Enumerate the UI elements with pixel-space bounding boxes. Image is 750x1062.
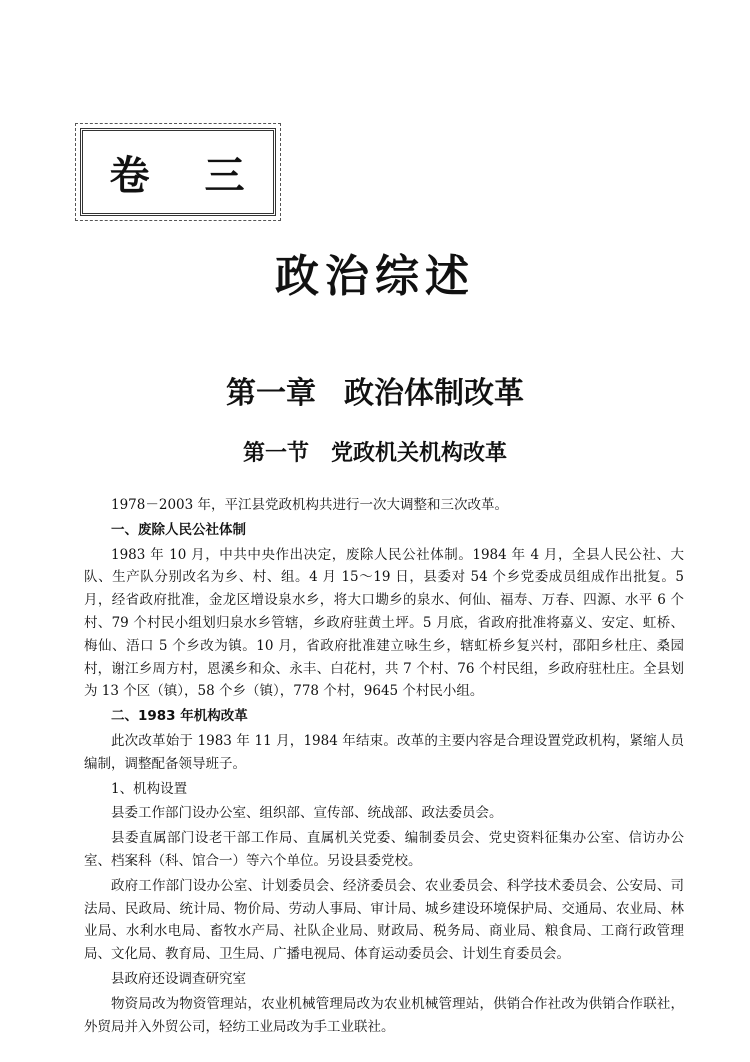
volume-label-char-2: 三 (204, 152, 247, 199)
paragraph: 物资局改为物资管理站，农业机械管理局改为农业机械管理站，供销合作社改为供销合作联社，外贸局并入外贸公司，轻纺工业局改为手工业联社。 (84, 995, 684, 1035)
subheading: 二、1983 年机构改革 (111, 708, 248, 725)
paragraph: 县政府还设调查研究室 (111, 970, 246, 987)
section-number: 第一节 (242, 441, 309, 466)
body-text (84, 494, 684, 1040)
paragraph: 1983 年 10 月，中共中央作出决定，废除人民公社体制。1984 年 4 月，全县人民公社、大队、生产队分别改名为乡、村、组。4 月 15～19 日，县委对 54 个乡党委成员组成作出批复。5 月，经省政府批准，金龙区增设泉水乡，将大口墈乡的泉水、何仙、福寿、万春、四源、水平 6 个村、79 个村民小组划归泉水乡管辖，乡政府驻黄土坪。5 月底，省政府批准将嘉义、安定、虹桥、梅仙、浯口 5 个乡改为镇。10 月，省政府批准建立咏生乡，辖虹桥乡复兴村，邵阳乡杜庄、桑园村，谢江乡周方村，恩溪乡和众、永丰、白花村，共 7 个村、76 个村民组，乡政府驻杜庄。全县划为 13 个区（镇），58 个乡（镇），778 个村，9645 个村民小组。 (84, 546, 684, 700)
section-heading (0, 436, 750, 467)
volume-label-box (80, 128, 276, 216)
chapter-title: 政治体制改革 (344, 376, 524, 411)
paragraph: 县委直属部门设老干部工作局、直属机关党委、编制委员会、党史资料征集办公室、信访办公室、档案科（科、馆合一）等六个单位。另设县委党校。 (84, 830, 684, 869)
subheading: 一、废除人民公社体制 (111, 521, 246, 538)
chapter-number: 第一章 (226, 376, 316, 411)
paragraph: 政府工作部门设办公室、计划委员会、经济委员会、农业委员会、科学技术委员会、公安局、司法局、民政局、统计局、物价局、劳动人事局、审计局、城乡建设环境保护局、交通局、农业局、林业局、水利水电局、畜牧水产局、社队企业局、财政局、税务局、商业局、粮食局、工商行政管理局、文化局、教育局、卫生局、广播电视局、体育运动委员会、计划生育委员会。 (84, 877, 684, 963)
paragraph: 1978－2003 年，平江县党政机构共进行一次大调整和三次改革。 (111, 497, 509, 513)
paragraph: 此次改革始于 1983 年 11 月，1984 年结束。改革的主要内容是合理设置党政机构，紧缩人员编制，调整配备领导班子。 (84, 732, 684, 772)
volume-label-char-1: 卷 (109, 152, 152, 199)
section-title: 党政机关机构改革 (331, 441, 508, 466)
subheading: 1、机构设置 (111, 780, 188, 797)
chapter-heading (0, 368, 750, 412)
paragraph: 县委工作部门设办公室、组织部、宣传部、统战部、政法委员会。 (111, 805, 503, 822)
volume-title: 政治综述 (275, 251, 475, 302)
